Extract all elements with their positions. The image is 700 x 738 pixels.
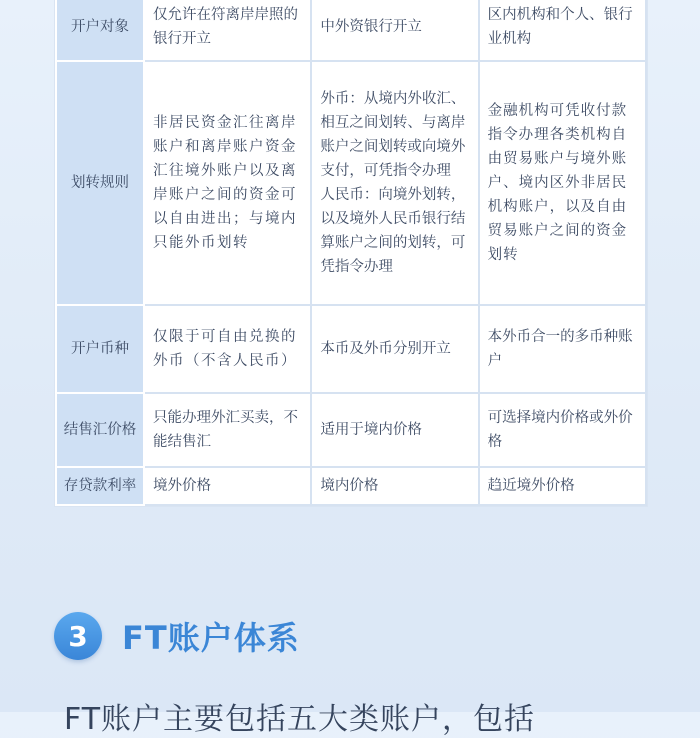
table-row <box>56 305 646 393</box>
cell-offshore: 境外价格 <box>144 467 311 505</box>
cell-ft: 本外币合一的多币种账户 <box>479 305 646 393</box>
cell-offshore: 仅限于可自由兑换的外币（不含人民币） <box>144 305 311 393</box>
cell-ft: 可选择境内价格或外价格 <box>479 393 646 467</box>
intro-text: FT账户主要包括五大类账户，包括 <box>64 702 536 737</box>
section-title: FT账户体系 <box>122 619 300 657</box>
row-label: 开户对象 <box>56 0 144 61</box>
cell-offshore: 仅允许在符离岸岸照的银行开立 <box>144 0 311 61</box>
cell-nra: 境内价格 <box>311 467 478 505</box>
table-row <box>56 0 646 61</box>
comparison-table <box>55 0 647 506</box>
table-row <box>56 467 646 505</box>
cell-ft: 趋近境外价格 <box>479 467 646 505</box>
cell-ft: 金融机构可凭收付款指令办理各类机构自由贸易账户与境外账户、境内区外非居民机构账户，以及自由贸易账户之间的资金划转 <box>479 61 646 305</box>
section-number-badge: 3 <box>54 612 102 660</box>
section-heading <box>54 612 300 660</box>
cell-nra: 本币及外币分别开立 <box>311 305 478 393</box>
cell-nra: 中外资银行开立 <box>311 0 478 61</box>
row-label: 划转规则 <box>56 61 144 305</box>
table-row <box>56 393 646 467</box>
row-label: 存贷款利率 <box>56 467 144 505</box>
comparison-table-container <box>55 0 647 506</box>
row-label: 结售汇价格 <box>56 393 144 467</box>
cell-nra: 外币：从境内外收汇、相互之间划转、与离岸账户之间划转或向境外支付，可凭指令办理 人民币：向境外划转，以及境外人民币银行结算账户之间的划转，可凭指令办理 <box>311 61 478 305</box>
table-row <box>56 61 646 305</box>
cell-nra: 适用于境内价格 <box>311 393 478 467</box>
cell-offshore: 只能办理外汇买卖，不能结售汇 <box>144 393 311 467</box>
row-label: 开户币种 <box>56 305 144 393</box>
cell-ft: 区内机构和个人、银行业机构 <box>479 0 646 61</box>
cell-offshore: 非居民资金汇往离岸账户和离岸账户资金汇往境外账户以及离岸账户之间的资金可以自由进出；与境内只能外币划转 <box>144 61 311 305</box>
